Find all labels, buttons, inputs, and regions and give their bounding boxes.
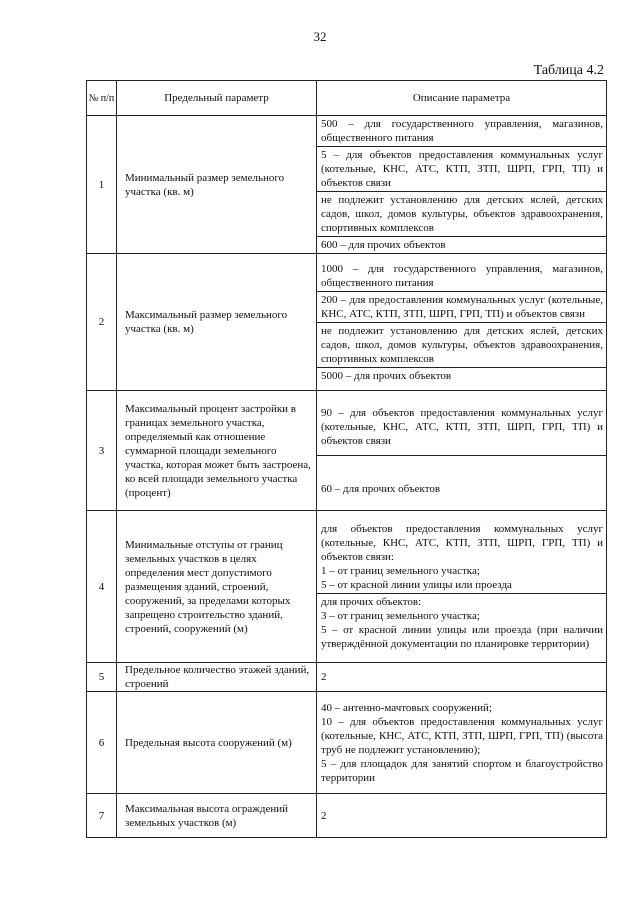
table-row — [87, 511, 607, 663]
desc-cell — [317, 391, 607, 511]
desc-cell — [317, 663, 607, 692]
header-num: № п/п — [87, 81, 117, 116]
header-param: Предельный параметр — [117, 81, 317, 116]
desc-item: 200 – для предоставления коммунальных услуг (котельные, КНС, АТС, КТП, ЗТП, ШРП, ГРП, ТП) и объектов связи — [317, 291, 606, 322]
table-row — [87, 116, 607, 254]
desc-item: не подлежит установлению для детских яслей, детских садов, школ, домов культуры, объектов здравоохранения, спортивных комплексов — [317, 191, 606, 236]
param-cell: Минимальный размер земельного участка (кв. м) — [117, 116, 317, 254]
table-row — [87, 794, 607, 838]
row-number: 2 — [87, 254, 117, 391]
desc-item: 2 — [321, 671, 327, 683]
table-row — [87, 254, 607, 391]
desc-item: 600 – для прочих объектов — [317, 236, 606, 253]
desc-cell — [317, 692, 607, 794]
param-cell: Предельная высота сооружений (м) — [117, 692, 317, 794]
param-cell: Предельное количество этажей зданий, строений — [117, 663, 317, 692]
table-row — [87, 692, 607, 794]
row-number: 7 — [87, 794, 117, 838]
header-desc: Описание параметра — [317, 81, 607, 116]
parameters-table — [86, 80, 607, 838]
desc-item: 90 – для объектов предоставления коммунальных услуг (котельные, КНС, АТС, КТП, ЗТП, ШРП, ГРП, ТП) и объектов связи — [321, 406, 603, 447]
desc-item: для объектов предоставления коммунальных услуг (котельные, КНС, АТС, КТП, ЗТП, ШРП, ГРП, ТП) и объектов связи: 1 – от границ земельного участка; 5 – от красной линии улицы или проезда — [321, 523, 603, 591]
desc-item: 60 – для прочих объектов — [317, 455, 606, 497]
row-number: 4 — [87, 511, 117, 663]
row-number: 5 — [87, 663, 117, 692]
param-cell: Максимальный размер земельного участка (кв. м) — [117, 254, 317, 391]
param-cell: Минимальные отступы от границ земельных участков в целях определения мест допустимого размещения зданий, строений, сооружений, за пределами которых запрещено строительство зданий, строений, сооружений (м) — [117, 511, 317, 663]
desc-item: 5000 – для прочих объектов — [317, 367, 606, 384]
row-number: 3 — [87, 391, 117, 511]
table-row — [87, 663, 607, 692]
desc-item: 1000 – для государственного управления, магазинов, общественного питания — [321, 262, 603, 289]
row-number: 6 — [87, 692, 117, 794]
desc-item: не подлежит установлению для детских яслей, детских садов, школ, домов культуры, объектов здравоохранения, спортивных комплексов — [317, 322, 606, 367]
desc-cell — [317, 794, 607, 838]
desc-cell — [317, 254, 607, 391]
desc-item: для прочих объектов: 3 – от границ земельного участка; 5 – от красной линии улицы или проезда (при наличии утверждённой документации по планировке территории) — [317, 593, 606, 652]
desc-item: 40 – антенно-мачтовых сооружений; 10 – для объектов предоставления коммунальных услуг (котельные, КНС, АТС, КТП, ЗТП, ШРП, ГРП, ТП) (высота труб не подлежит установлению); 5 – для площадок для занятий спортом и благоустройство территории — [321, 701, 603, 784]
desc-item: 2 — [321, 809, 327, 822]
desc-cell — [317, 116, 607, 254]
desc-item: 500 – для государственного управления, магазинов, общественного питания — [321, 118, 603, 144]
param-cell: Максимальный процент застройки в границах земельного участка, определяемый как отношение суммарной площади земельного участка, которая может быть застроена, ко всей площади земельного участка (процент) — [117, 391, 317, 511]
table-row — [87, 391, 607, 511]
table-caption: Таблица 4.2 — [533, 63, 604, 78]
row-number: 1 — [87, 116, 117, 254]
param-cell: Максимальная высота ограждений земельных участков (м) — [117, 794, 317, 838]
desc-item: 5 – для объектов предоставления коммунальных услуг (котельные, КНС, АТС, КТП, ЗТП, ШРП, ГРП, ТП) и объектов связи — [317, 146, 606, 191]
desc-cell — [317, 511, 607, 663]
table-header-row — [87, 81, 607, 116]
page-number: 32 — [313, 29, 327, 44]
